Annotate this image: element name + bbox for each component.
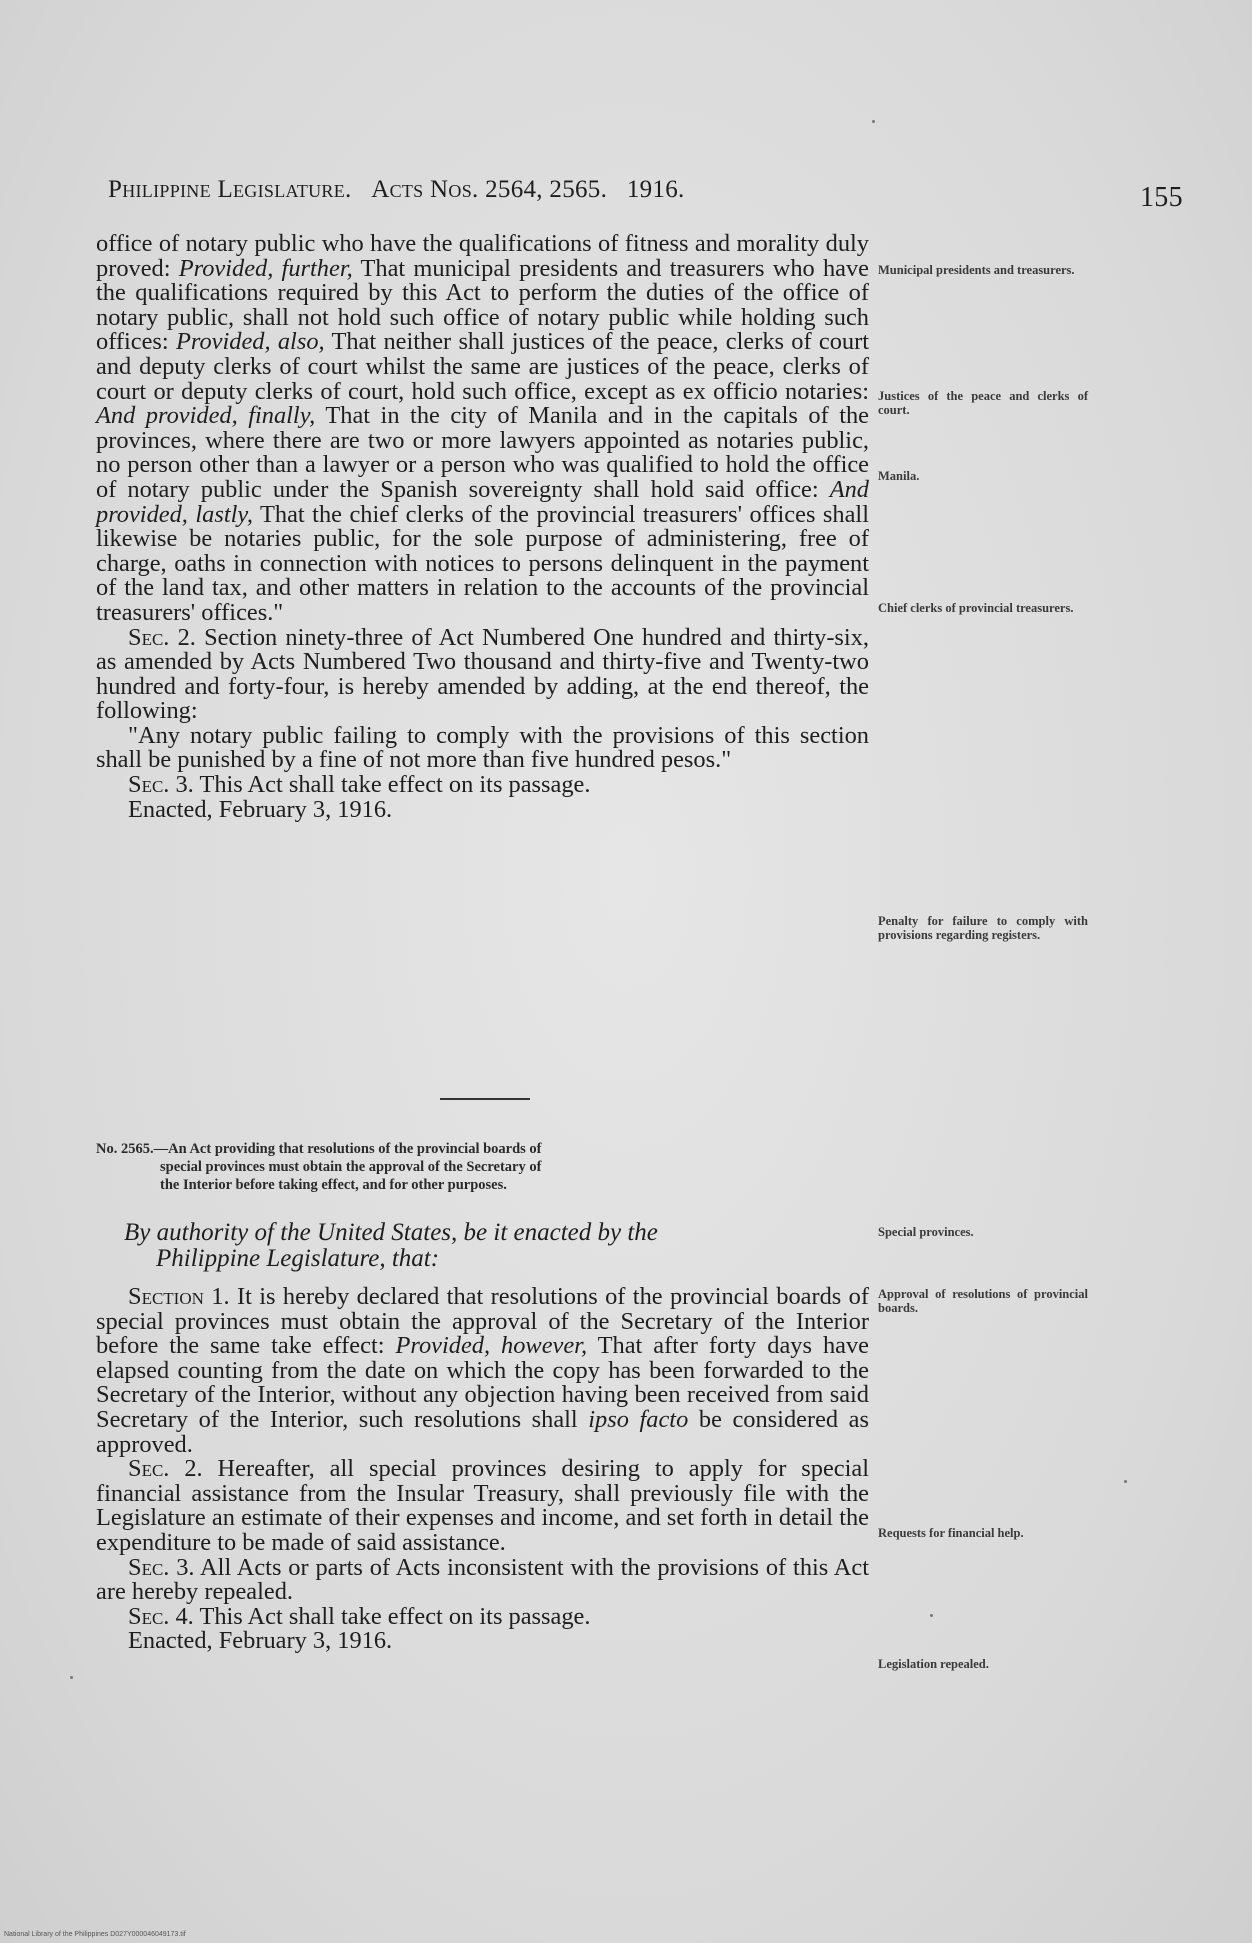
body-text: That neither shall justices of the peace, clerks of court and deputy clerks of court whilst the same are justices of the peace, clerks of court or deputy clerks of court, hold such office, except as ex officio notaries: — [96, 328, 870, 405]
proviso-text: And provided, lastly, — [96, 475, 869, 528]
enacting-clause — [124, 1220, 869, 1272]
body-text: That in the city of Manila and in the capitals of the provinces, where there are two or more lawyers appointed as notaries public, no person other than a lawyer or a person who was qualified to hold the office of notary public under the Spanish sovereignty shall hold said office: — [96, 402, 869, 503]
paragraph — [96, 1553, 870, 1606]
margin-note: Special provinces. — [878, 1225, 974, 1239]
margin-note: Justices of the peace and clerks of court. — [878, 389, 1088, 417]
body-text: Enacted, February 3, 1916. — [128, 795, 393, 823]
act-2565-summary — [96, 1140, 869, 1194]
proviso-text: ipso facto — [588, 1405, 689, 1433]
margin-note: Approval of resolutions of provincial boards. — [878, 1287, 1088, 1315]
act-summary-line: No. 2565.—An Act providing that resolutions of the provincial boards of — [96, 1141, 542, 1157]
header-year: 1916. — [626, 176, 685, 203]
body-text: Hereafter, all special provinces desiring to apply for special financial assistance from the Insular Treasury, shall previously file with the Legislature an estimate of their expenses and income, and set forth in detail the expenditure to be made of said assistance. — [96, 1455, 869, 1556]
margin-note: Requests for financial help. — [878, 1526, 1024, 1540]
paragraph — [96, 795, 869, 823]
paragraph — [96, 1457, 869, 1555]
body-text: That after forty days have elapsed counting from the date on which the copy has been forwarded to the Secretary of the Interior, without any objection having been received from said Secretary of the Interior, such resolutions shall — [96, 1332, 869, 1433]
section-label: Section 1. — [128, 1283, 230, 1310]
paragraph — [96, 1285, 869, 1457]
margin-note: Chief clerks of provincial treasurers. — [878, 601, 1074, 615]
act-summary-line: the Interior before taking effect, and for other purposes. — [160, 1177, 507, 1193]
proviso-text: Provided, further, — [178, 254, 353, 282]
act-2565-text — [96, 1285, 869, 1654]
running-header — [108, 176, 1188, 213]
section-label: Sec. 2. — [128, 1455, 203, 1483]
acts-numbers: Acts Nos. 2564, 2565. — [371, 176, 608, 203]
body-text: office of notary public who have the qualifications of fitness and morality duly proved: — [96, 230, 869, 282]
section-divider — [440, 1098, 530, 1100]
margin-note: Legislation repealed. — [878, 1657, 989, 1671]
enacting-line: By authority of the United States, be it enacted by the — [124, 1219, 658, 1246]
section-label: Sec. 4. — [128, 1602, 194, 1630]
scan-speck — [872, 120, 875, 123]
paragraph — [96, 232, 869, 626]
proviso-text: And provided, finally, — [96, 402, 316, 430]
paragraph — [96, 1602, 869, 1630]
body-text: It is hereby declared that resolutions of the provincial boards of special provinces must obtain the approval of the Secretary of the Interior before the same take effect: — [96, 1283, 869, 1360]
body-text: Section ninety-three of Act Numbered One hundred and thirty-six, as amended by Acts Numbered Two thousand and thirty-five and Twenty-two hundred and forty-four, is hereby amended by adding, at the end thereof, the following: — [96, 623, 869, 725]
margin-note: Manila. — [878, 469, 920, 483]
body-text: All Acts or parts of Acts inconsistent with the provisions of this Act are hereby repealed. — [96, 1553, 870, 1606]
body-text: be considered as approved. — [96, 1405, 870, 1458]
body-text: That the chief clerks of the provincial treasurers' offices shall likewise be notaries public, for the sole purpose of administering, free of charge, oaths in connection with notices to persons delinquent in the payment of the land tax, and other matters in relation to the accounts of the provincial treasurers' offices." — [96, 500, 869, 626]
body-text: Enacted, February 3, 1916. — [128, 1627, 393, 1655]
margin-note: Municipal presidents and treasurers. — [878, 263, 1075, 277]
section-label: Sec. 3. — [128, 771, 194, 799]
body-text: This Act shall take effect on its passage. — [193, 771, 591, 799]
scan-speck — [930, 1614, 933, 1617]
page-number: 155 — [1140, 182, 1183, 213]
section-label: Sec. 3. — [128, 1553, 195, 1581]
paragraph — [96, 1629, 869, 1654]
proviso-text: Provided, also, — [175, 328, 325, 356]
section-label: Sec. 2. — [128, 623, 196, 651]
enacting-line: Philippine Legislature, that: — [156, 1245, 440, 1272]
act-summary-line: special provinces must obtain the approval of the Secretary of — [160, 1159, 542, 1175]
body-text: That municipal presidents and treasurers who have the qualifications required by this Act to perform the duties of the office of notary public, shall not hold such office of notary public while holding such offices: — [96, 254, 870, 356]
scan-speck — [70, 1676, 73, 1679]
scan-speck — [1124, 1480, 1127, 1483]
paragraph — [96, 623, 869, 725]
proviso-text: Provided, however, — [395, 1332, 588, 1360]
paragraph — [96, 721, 869, 774]
act-2564-text — [96, 232, 869, 822]
paragraph — [96, 773, 869, 798]
scan-credit: National Library of the Philippines D027Y000046049173.tif — [4, 1931, 186, 1938]
margin-note: Penalty for failure to comply with provisions regarding registers. — [878, 914, 1088, 942]
running-title: Philippine Legislature. — [108, 176, 352, 203]
body-text: This Act shall take effect on its passage. — [193, 1602, 591, 1630]
body-text: "Any notary public failing to comply with the provisions of this section shall be punished by a fine of not more than five hundred pesos." — [96, 721, 869, 774]
